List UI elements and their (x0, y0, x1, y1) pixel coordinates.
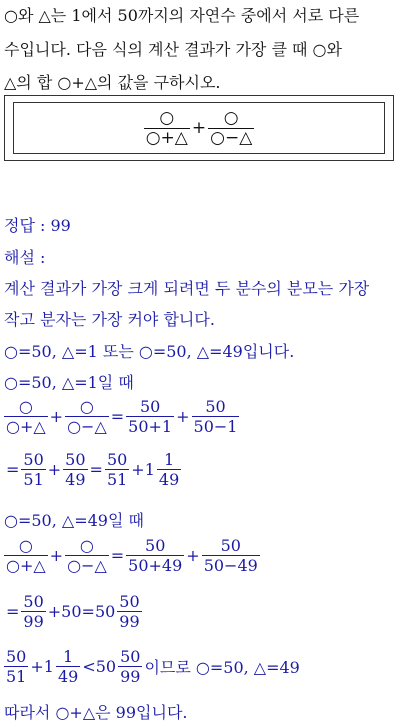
explanation-line-3: ○=50, △=1 또는 ○=50, △=49입니다. (4, 342, 295, 361)
fraction (126, 397, 174, 436)
operator: = (6, 460, 20, 479)
numerator: ○ (18, 397, 33, 416)
fraction (56, 647, 80, 686)
numerator: ○ (18, 536, 33, 555)
fraction (118, 647, 142, 686)
denominator: 99 (23, 612, 44, 631)
denominator: 51 (6, 667, 27, 686)
comparison-line (4, 647, 302, 686)
explanation-label: 해설 : (4, 248, 46, 267)
denominator: 49 (65, 470, 86, 489)
final-answer: 따라서 ○+△은 99입니다. (4, 703, 188, 722)
fraction (208, 109, 254, 148)
operator: + (186, 546, 200, 565)
problem-line-1: ○와 △는 1에서 50까지의 자연수 중에서 서로 다른 (4, 6, 360, 25)
operator: + (47, 460, 62, 479)
denominator: 99 (119, 612, 140, 631)
case1-equation (4, 397, 239, 436)
fraction (4, 647, 28, 686)
fraction (21, 450, 45, 489)
explanation-line-2: 작고 분자는 가장 커야 합니다. (4, 310, 215, 329)
problem-line-3: △의 합 ○+△의 값을 구하시오. (4, 73, 221, 92)
denominator: ○+△ (6, 417, 46, 436)
numerator: 1 (63, 647, 74, 666)
operator: = (89, 460, 103, 479)
numerator: 50 (139, 397, 161, 416)
fraction (117, 592, 141, 631)
operator: +1 (30, 657, 54, 676)
denominator: 51 (106, 470, 128, 489)
operator: = (6, 602, 20, 621)
denominator: ○−△ (210, 127, 253, 148)
fraction (105, 450, 129, 489)
case1-equation-2 (4, 450, 181, 489)
answer-label: 정답 : 99 (4, 216, 71, 235)
numerator: ○ (159, 107, 175, 128)
fraction (21, 592, 45, 631)
denominator: 50+1 (128, 417, 173, 436)
numerator: 50 (65, 450, 86, 469)
numerator: 50 (205, 397, 226, 416)
case2-equation (4, 536, 260, 575)
fraction (4, 536, 48, 575)
denominator: 49 (158, 470, 180, 489)
expression-box (4, 95, 394, 161)
numerator: 50 (23, 450, 44, 469)
operator: = (110, 407, 125, 426)
case1-title: ○=50, △=1일 때 (4, 373, 134, 392)
denominator: 50+49 (128, 556, 183, 575)
denominator: 99 (120, 667, 141, 686)
fraction (144, 109, 190, 148)
operator: = (110, 546, 125, 565)
fraction (4, 397, 48, 436)
plus-operator: + (191, 118, 207, 138)
numerator: 50 (106, 450, 128, 469)
denominator: 50−49 (203, 556, 258, 575)
denominator: ○+△ (145, 127, 188, 148)
expression-inner-box (13, 102, 385, 154)
denominator: ○−△ (67, 556, 107, 575)
operator: + (49, 546, 64, 565)
denominator: 49 (57, 667, 79, 686)
numerator: ○ (79, 397, 94, 416)
operator: + (176, 407, 190, 426)
fraction (65, 536, 109, 575)
comparison-tail: 이므로 ○=50, △=49 (144, 658, 300, 677)
denominator: ○−△ (67, 417, 107, 436)
numerator: 50 (120, 647, 141, 666)
numerator: 50 (23, 592, 44, 611)
numerator: ○ (223, 107, 239, 128)
explanation-line-1: 계산 결과가 가장 크게 되려면 두 분수의 분모는 가장 (4, 279, 370, 298)
numerator: 50 (6, 647, 27, 666)
case2-equation-2 (4, 592, 142, 631)
case2-title: ○=50, △=49일 때 (4, 511, 144, 530)
fraction (157, 450, 181, 489)
denominator: 50−1 (193, 417, 238, 436)
numerator: 1 (163, 450, 175, 469)
fraction (202, 536, 260, 575)
fraction (63, 450, 87, 489)
denominator: ○+△ (6, 556, 46, 575)
fraction (192, 397, 240, 436)
fraction (126, 536, 184, 575)
operator: +1 (131, 460, 155, 479)
fraction (65, 397, 109, 436)
numerator: 50 (220, 536, 241, 555)
operator: <50 (82, 657, 117, 676)
operator: +50=50 (47, 602, 116, 621)
numerator: 50 (145, 536, 166, 555)
numerator: ○ (79, 536, 94, 555)
denominator: 51 (23, 470, 44, 489)
operator: + (49, 407, 64, 426)
problem-line-2: 수입니다. 다음 식의 계산 결과가 가장 클 때 ○와 (4, 40, 342, 59)
numerator: 50 (119, 592, 140, 611)
